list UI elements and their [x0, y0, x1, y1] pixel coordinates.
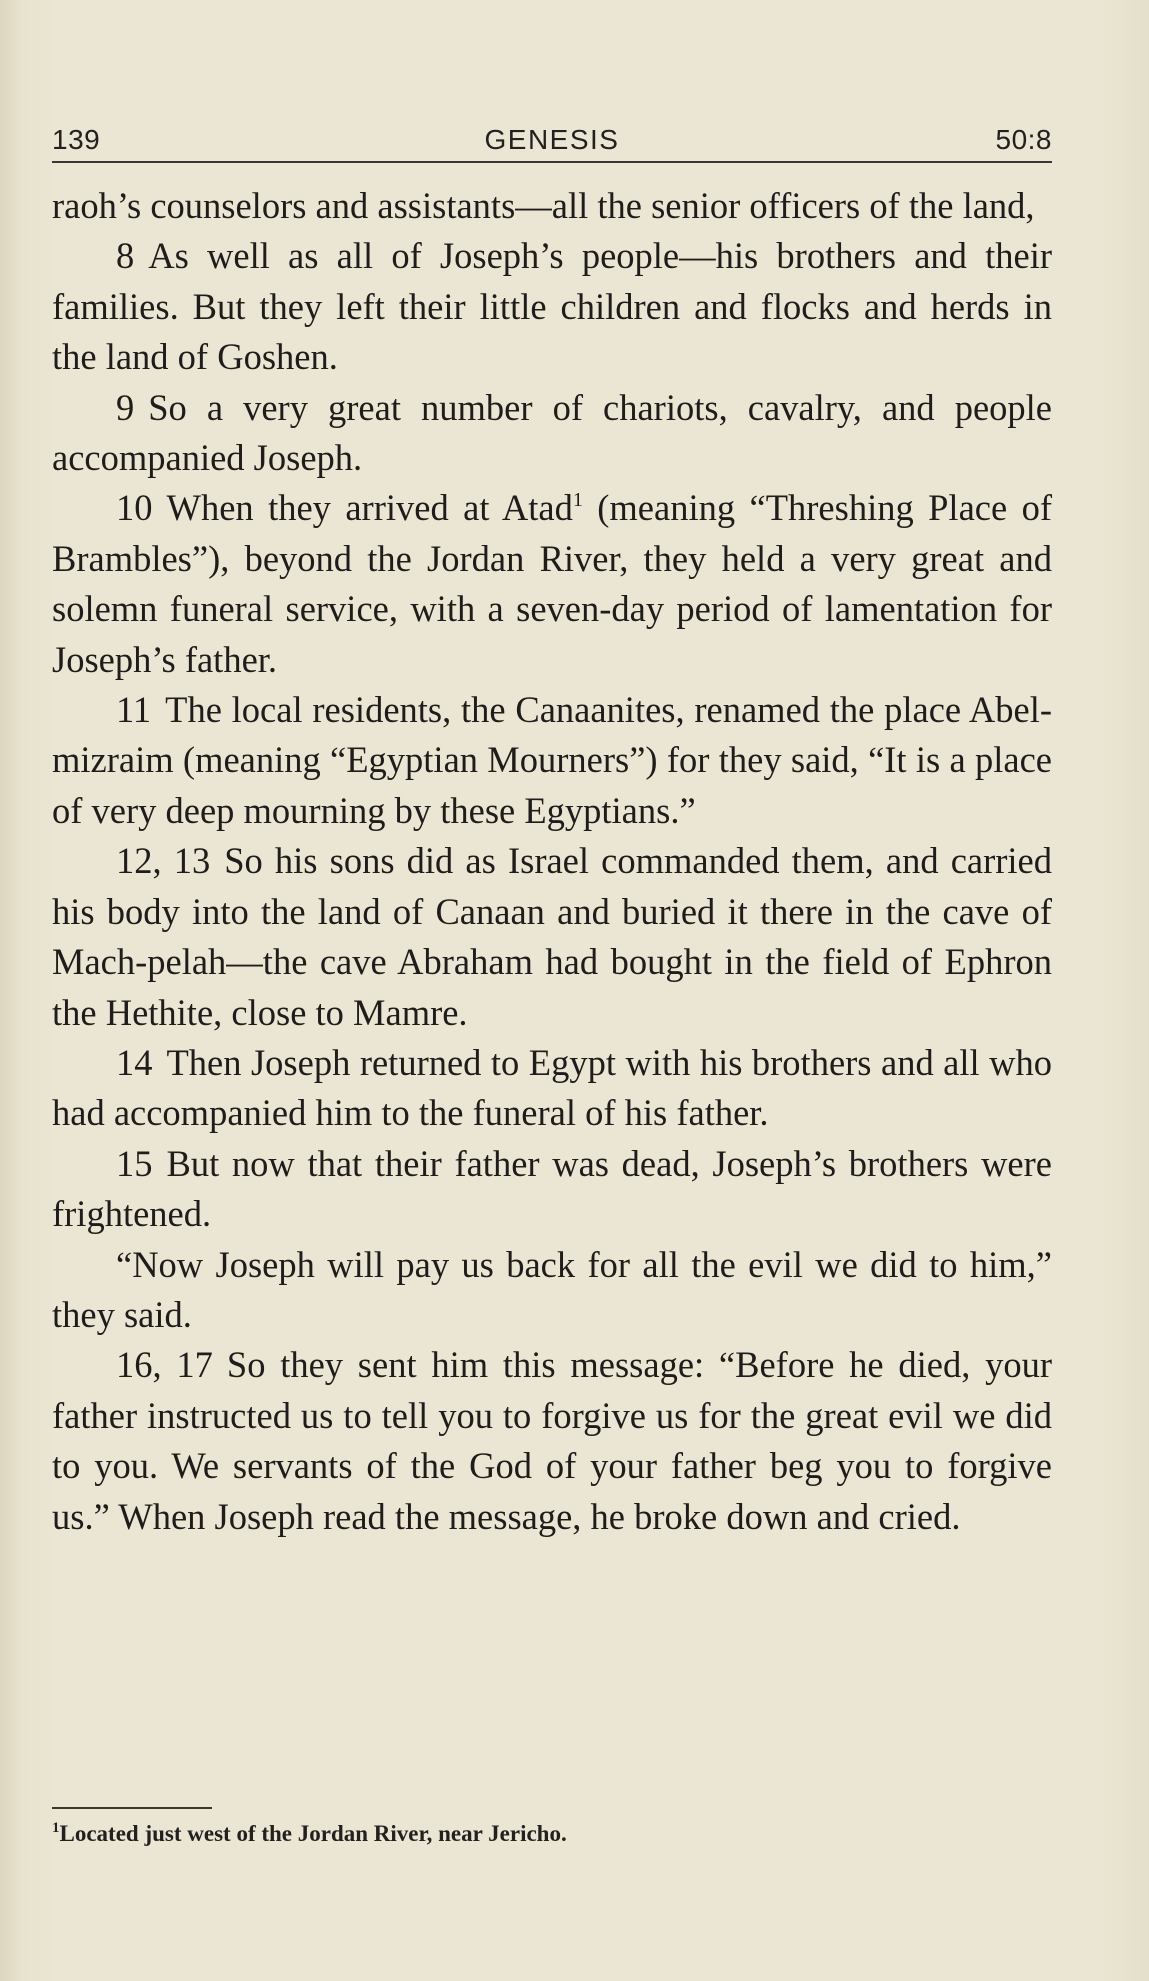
verse-number: 14: [116, 1041, 153, 1083]
book-title: GENESIS: [484, 124, 620, 155]
verse-number: 11: [116, 689, 152, 731]
paragraph-text: “Now Joseph will pay us back for all the evil we did to him,” they said.: [52, 1243, 1052, 1335]
chapter-verse-reference: 50:8: [995, 124, 1052, 155]
verse-text: So his sons did as Israel commanded them, and carried his body into the land of Canaan and buried it there in the cave of Mach-pelah—the cave Abraham had bought in the field of Ephron the Hethite, close to Mamre.: [52, 840, 1052, 1033]
paragraph-text: raoh’s counselors and assistants—all the senior officers of the land,: [52, 185, 1035, 226]
verse-text: As well as all of Joseph’s people—his brothers and their families. But they left their little children and flocks and herds in the land of Goshen.: [52, 235, 1052, 378]
footnote-marker: 1: [572, 489, 583, 512]
verse-15: [52, 1139, 1052, 1240]
verse-text: But now that their father was dead, Joseph’s brothers were frightened.: [52, 1142, 1052, 1235]
verse-text: The local residents, the Canaanites, renamed the place Abel-mizraim (meaning “Egyptian Mourners”) for they said, “It is a place of very deep mourning by these Egyptians.”: [52, 689, 1052, 831]
verse-number: 15: [116, 1142, 153, 1184]
verse-number: 16, 17: [116, 1344, 213, 1386]
verse-text-before-footnote: When they arrived at Atad: [166, 487, 573, 529]
header-rule: [52, 161, 1052, 163]
page-number: 139: [52, 124, 101, 155]
paragraph-continuation: [52, 181, 1052, 231]
verse-number: 8: [116, 235, 135, 277]
footnote-marker: 1: [52, 1820, 60, 1836]
verse-text: So they sent him this message: “Before he died, your father instructed us to tell you to forgive us for the great evil we did to you. We servants of the God of your father beg you to forgive us.” When Joseph read the message, he broke down and cried.: [52, 1344, 1053, 1537]
footnote-text: Located just west of the Jordan River, near Jericho.: [59, 1821, 567, 1846]
footnote-rule: [52, 1807, 212, 1809]
verse-14: [52, 1038, 1052, 1139]
verse-text: Then Joseph returned to Egypt with his brothers and all who had accompanied him to the funeral of his father.: [52, 1041, 1052, 1134]
verse-11: [52, 685, 1052, 836]
verse-9: [52, 383, 1052, 484]
scripture-text: [52, 181, 1052, 1542]
verse-10: [52, 483, 1052, 685]
verse-text-after-footnote: (meaning “Threshing Place of Brambles”), beyond the Jordan River, they held a very great and solemn funeral service, with a seven-day period of lamentation for Joseph’s father.: [52, 487, 1053, 680]
running-header: [52, 124, 1052, 164]
footnote: [52, 1818, 1052, 1850]
quote-paragraph: [52, 1240, 1052, 1341]
verse-text: So a very great number of chariots, cavalry, and people accompanied Joseph.: [52, 386, 1052, 479]
verse-number: 9: [116, 386, 135, 428]
verse-12-13: [52, 836, 1052, 1038]
verse-8: [52, 231, 1052, 382]
verse-number: 10: [116, 487, 153, 529]
verse-16-17: [52, 1340, 1052, 1542]
verse-number: 12, 13: [116, 840, 211, 882]
